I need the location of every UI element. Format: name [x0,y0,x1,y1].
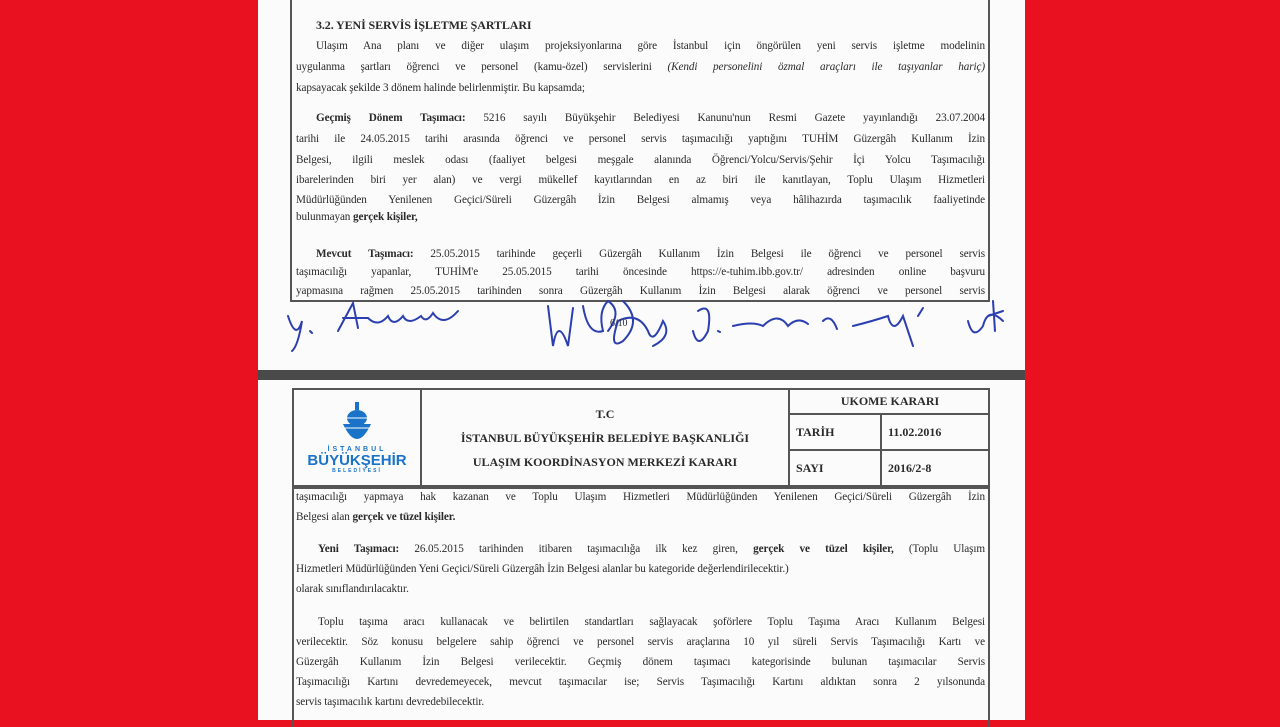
text-segment: Taşımacılığı Kartını devredemeyecek, mevcut taşımacılar ise; Servis Taşımacılığı Kartını aldıktan sonra 2 yılsonunda [296,676,985,688]
text-line [296,562,985,576]
text-segment: gerçek ve tüzel kişiler, [753,543,894,555]
text-line [296,81,985,95]
text-segment: gerçek kişiler, [353,211,418,223]
text-segment: 26.05.2015 tarihinden itibaren taşımacılığa ilk kez giren, [414,543,754,555]
text-segment: ibarelerinden biri yer alan) ve vergi mükellef kayıtlarından en az biri ile kanıtlayan, Toplu Ulaşım Hizmetleri [296,174,985,186]
text-segment: gerçek ve tüzel kişiler. [352,511,456,523]
text-segment: Belgesi, ilgili meslek odası (faaliyet belgesi meşgale alanında Öğrenci/Yolcu/Servis/Şehir İçi Yolcu Taşımacılığı [296,154,985,166]
text-segment: bulunmayan [296,211,354,223]
logo-text-top: İSTANBUL [327,445,387,453]
section-heading: 3.2. YENİ SERVİS İŞLETME ŞARTLARI [316,18,532,32]
text-segment: Hizmetleri Müdürlüğünden Yeni Geçici/Süreli Güzergâh İzin Belgesi alanlar bu kategoride değerlendirilecektir.) [296,563,789,575]
text-segment: taşımacılığı yapanlar, TUHİM'e 25.05.2015 tarihi öncesinde https://e-tuhim.ibb.gov.tr/ adresinden online başvuru [296,266,985,278]
text-segment: taşımacılığı yapmaya hak kazanan ve Toplu Ulaşım Hizmetleri Müdürlüğünden Yenilenen Geçici/Süreli Güzergâh İzin [296,491,985,503]
text-segment: servis taşımacılık kartını devredebilecektir. [296,696,485,708]
text-segment: Yeni Taşımacı: [318,543,415,555]
text-segment: Mevcut Taşımacı: [316,248,431,260]
text-line [296,193,985,207]
text-line [296,60,985,74]
logo-text-main: BÜYÜKŞEHİR [307,451,407,469]
text-line [296,210,985,224]
text-line [318,542,985,556]
text-segment: 5216 sayılı Büyükşehir Belediyesi Kanunu'nun Resmi Gazete yayınlandığı 23.07.2004 [483,112,986,124]
text-segment: kapsayacak şekilde 3 dönem halinde belirlenmiştir. Bu kapsamda; [296,82,585,94]
decision-label: UKOME KARARI [790,390,990,415]
page-divider [258,370,1025,380]
tc-label: T.C [595,406,615,421]
document-page-2 [258,380,1025,720]
text-line [296,675,985,689]
header-title-cell [422,390,790,485]
text-segment: verilecektir. Söz konusu belgelere sahip öğrenci ve personel servis araçlarına 10 yıl süreli Servis Taşımacılığı Kartı ve [296,636,985,648]
text-line [296,132,985,146]
logo-text-bottom: BELEDİYESİ [332,467,382,474]
text-line [296,510,985,524]
text-segment: Ulaşım Ana planı ve diğer ulaşım projeksiyonlarına göre İstanbul için öngörülen yeni servis işletme modelinin [316,40,985,52]
date-value: 11.02.2016 [882,415,990,451]
text-segment: (Toplu Ulaşım [893,543,985,555]
ibb-logo [294,390,422,485]
text-line [296,655,985,669]
text-segment: uygulanma şartları öğrenci ve personel (kamu-özel) servislerini [296,61,668,73]
number-label: SAYI [790,451,882,485]
text-segment: Toplu taşıma aracı kullanacak ve belirtilen standartları sağlayacak şoförlere Toplu Taşıma Aracı Kullanım Belgesi [318,616,985,628]
text-segment: Belgesi alan [296,511,353,523]
text-segment: 25.05.2015 tarihinde geçerli Güzergâh Kullanım İzin Belgesi ile öğrenci ve personel servis [430,248,985,260]
text-line [316,111,985,125]
date-label: TARİH [790,415,882,451]
text-line [296,153,985,167]
text-line [296,173,985,187]
text-line [296,265,985,279]
ibb-emblem-icon [339,402,375,446]
text-line [296,635,985,649]
page-number: 6/10 [610,318,628,329]
text-line [296,582,985,596]
text-segment: (Kendi personelini özmal araçları ile taşıyanlar hariç) [667,61,985,73]
text-line [296,695,985,709]
document-page-1 [258,0,1025,370]
text-line [318,615,985,629]
text-segment: olarak sınıflandırılacaktır. [296,583,409,595]
department-name: ULAŞIM KOORDİNASYON MERKEZİ KARARI [472,454,738,469]
organization-name: İSTANBUL BÜYÜKŞEHİR BELEDİYE BAŞKANLIĞI [460,430,750,445]
text-segment: yapmasına rağmen 25.05.2015 tarihinden sonra Güzergâh Kullanım İzin Belgesi alarak öğrenci ve personel servis [296,285,985,297]
number-value: 2016/2-8 [888,460,932,475]
text-segment: tarihi ile 24.05.2015 tarihi arasında öğrenci ve personel servis taşımacılığı yaptığını TUHİM Güzergâh Kullanım İzin [296,133,985,145]
text-line [316,247,985,261]
decision-header-table [292,388,990,487]
text-segment: Güzergâh Kullanım İzin Belgesi verilecektir. Geçmiş dönem taşımacı kategorisinde bulunan taşımacılar Servis [296,656,985,668]
text-segment: Geçmiş Dönem Taşımacı: [316,112,484,124]
text-line [296,490,985,504]
text-line [316,39,985,53]
text-segment: Müdürlüğünden Yenilenen Geçici/Süreli Güzergâh İzin Belgesi almamış veya hâlihazırda taşımacılık faaliyetinde [296,194,985,206]
